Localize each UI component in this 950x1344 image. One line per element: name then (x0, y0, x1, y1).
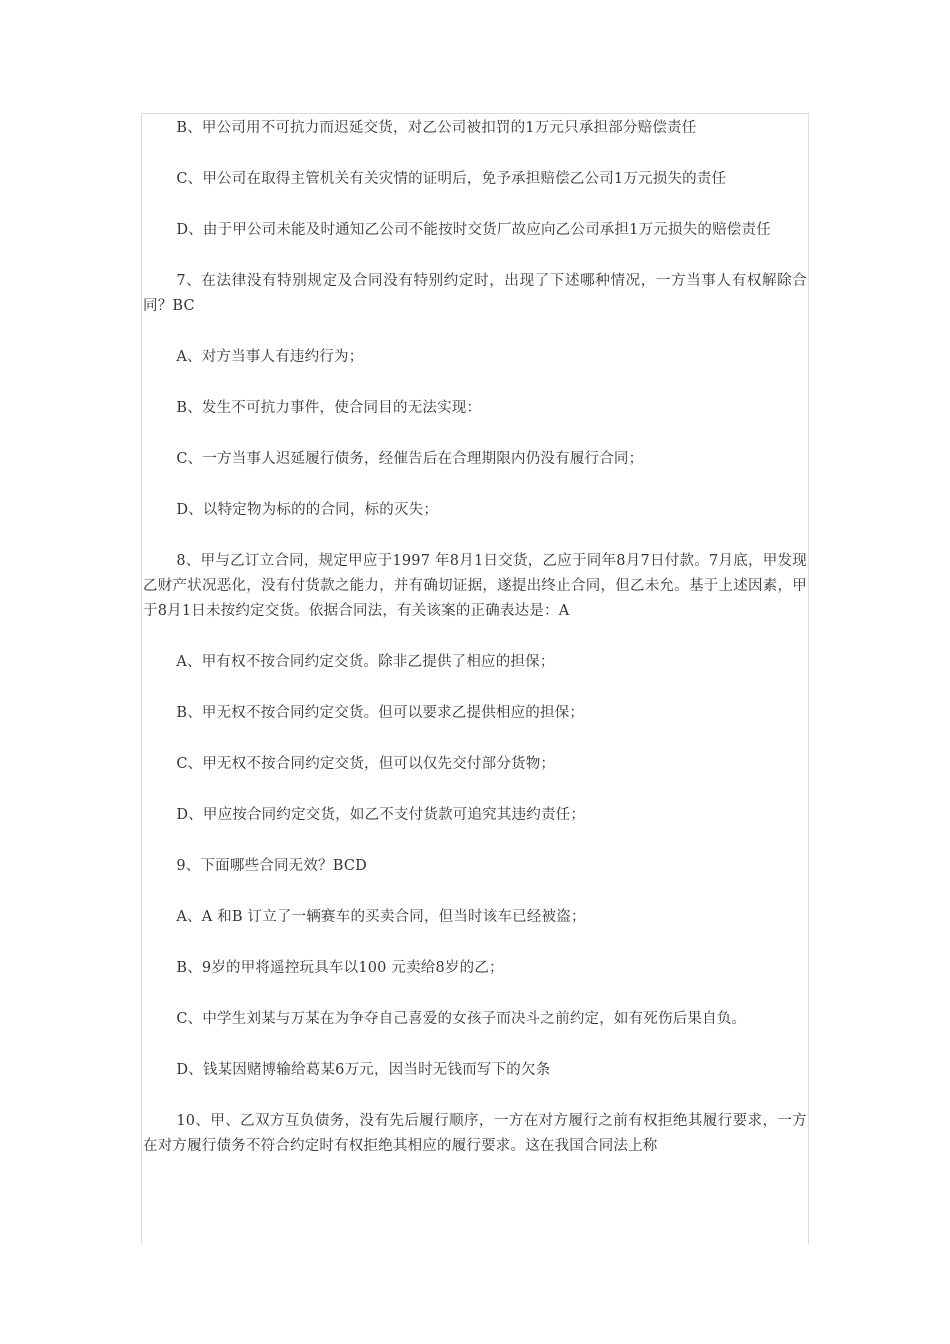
paragraph-option-c-q8: C、甲无权不按合同约定交货，但可以仅先交付部分货物； (176, 756, 556, 772)
paragraph-option-c-q9: C、中学生刘某与万某在为争夺自己喜爱的女孩子而决斗之前约定，如有死伤后果自负。 (176, 1011, 747, 1027)
paragraph-option-d-q8: D、甲应按合同约定交货，如乙不支付货款可追究其违约责任； (176, 807, 586, 823)
paragraph-question-10: 10、甲、乙双方互负债务，没有先后履行顺序，一方在对方履行之前有权拒绝其履行要求，一方在对方履行债务不符合约定时有权拒绝其相应的履行要求。这在我国合同法上称 (143, 1113, 807, 1154)
paragraph-option-a-q9: A、A 和B 订立了一辆赛车的买卖合同，但当时该车已经被盗； (176, 909, 586, 925)
paragraph-option-b-q9: B、9岁的甲将遥控玩具车以100 元卖给8岁的乙； (176, 960, 504, 976)
paragraph-option-c-q7: C、一方当事人迟延履行债务，经催告后在合理期限内仍没有履行合同； (176, 451, 644, 467)
paragraph-option-a-q7: A、对方当事人有违约行为； (176, 349, 364, 365)
paragraph-question-9: 9、下面哪些合同无效？BCD (176, 858, 368, 874)
paragraph-option-b-q6: B、甲公司用不可抗力而迟延交货，对乙公司被扣罚的1万元只承担部分赔偿责任 (176, 120, 697, 136)
paragraph-option-b-q8: B、甲无权不按合同约定交货。但可以要求乙提供相应的担保； (176, 705, 585, 721)
paragraph-question-8: 8、甲与乙订立合同，规定甲应于1997 年8月1日交货，乙应于同年8月7日付款。7月底，甲发现乙财产状况恶化，没有付货款之能力，并有确切证据，遂提出终止合同，但乙未允。基于上述因素，甲于8月1日未按约定交货。依据合同法，有关该案的正确表达是：A (143, 553, 807, 619)
paragraph-question-7: 7、在法律没有特别规定及合同没有特别约定时，出现了下述哪种情况，一方当事人有权解除合同？BC (143, 273, 807, 314)
paragraph-option-c-q6: C、甲公司在取得主管机关有关灾情的证明后，免予承担赔偿乙公司1万元损失的责任 (176, 171, 727, 187)
document-body (143, 116, 807, 1185)
paragraph-option-d-q6: D、由于甲公司未能及时通知乙公司不能按时交货厂故应向乙公司承担1万元损失的赔偿责任 (176, 222, 771, 238)
paragraph-option-d-q9: D、钱某因赌博输给葛某6万元，因当时无钱而写下的欠条 (176, 1062, 551, 1078)
paragraph-option-a-q8: A、甲有权不按合同约定交货。除非乙提供了相应的担保； (176, 654, 555, 670)
paragraph-option-d-q7: D、以特定物为标的的合同，标的灭失； (176, 502, 439, 518)
paragraph-option-b-q7: B、发生不可抗力事件，使合同目的无法实现： (176, 400, 482, 416)
